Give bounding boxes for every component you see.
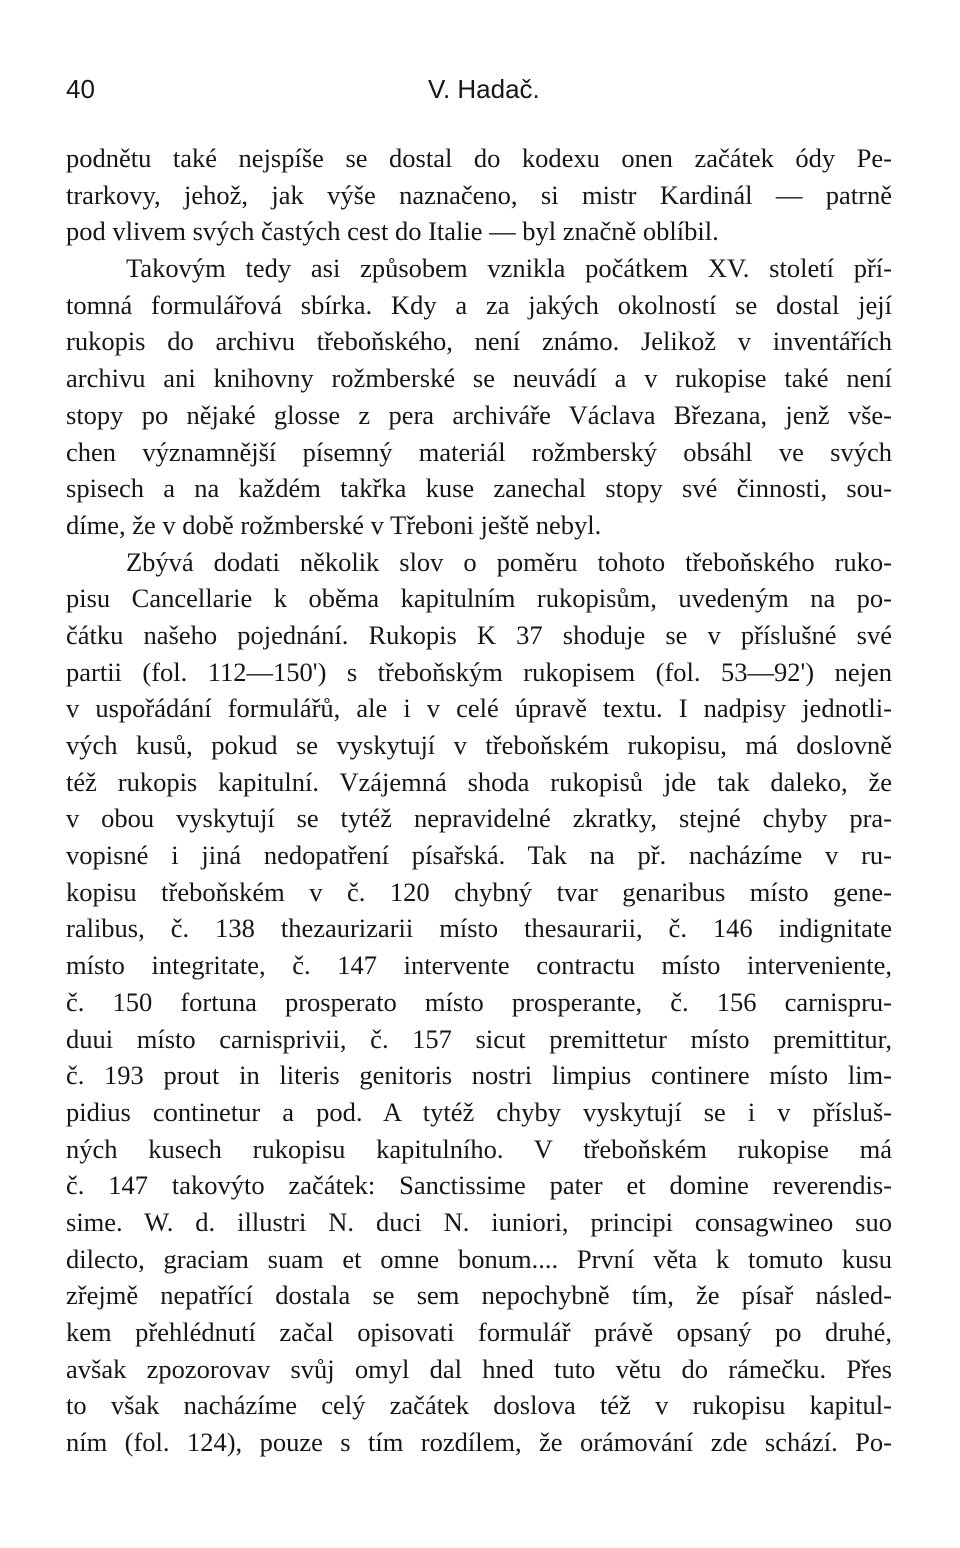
- text-line: stopy po nějaké glosse z pera archiváře Václava Březana, jenž vše-: [66, 399, 892, 430]
- text-line: to však nacházíme celý začátek doslova též v rukopisu kapitul-: [66, 1390, 892, 1421]
- text-line: sime. W. d. illustri N. duci N. iuniori, principi consagwineo suo: [66, 1206, 892, 1237]
- text-line: Zbývá dodati několik slov o poměru tohoto třeboňského ruko-: [126, 546, 892, 577]
- text-line: pidius continetur a pod. A tytéž chyby vyskytují se i v přísluš-: [66, 1096, 892, 1127]
- text-line: partii (fol. 112—150') s třeboňským rukopisem (fol. 53—92') nejen: [66, 656, 892, 687]
- text-line: též rukopis kapitulní. Vzájemná shoda rukopisů jde tak daleko, že: [66, 766, 892, 797]
- text-line: kem přehlédnutí začal opisovati formulář právě opsaný po druhé,: [66, 1317, 892, 1347]
- text-line: zřejmě nepatřící dostala se sem nepochybně tím, že písař násled-: [66, 1280, 892, 1311]
- text-line: kopisu třeboňském v č. 120 chybný tvar genaribus místo gene-: [66, 876, 892, 907]
- text-line: vých kusů, pokud se vyskytují v třeboňském rukopisu, má doslovně: [66, 730, 892, 760]
- text-line: duui místo carnisprivii, č. 157 sicut premittetur místo premittitur,: [66, 1023, 892, 1054]
- text-line: čátku našeho pojednání. Rukopis K 37 shoduje se v příslušné své: [66, 619, 892, 650]
- text-line: rukopis do archivu třeboňského, není známo. Jelikož v inventářích: [66, 326, 892, 357]
- text-line: spisech a na každém takřka kuse zanechal stopy své činnosti, sou-: [66, 473, 892, 504]
- text-line: č. 193 prout in literis genitoris nostri limpius continere místo lim-: [66, 1060, 892, 1091]
- text-line: ralibus, č. 138 thezaurizarii místo thesaurarii, č. 146 indignitate: [66, 913, 892, 944]
- text-line: Takovým tedy asi způsobem vznikla počátkem XV. století pří-: [126, 253, 892, 284]
- text-line: v obou vyskytují se tytéž nepravidelné zkratky, stejné chyby pra-: [66, 803, 892, 834]
- page-number: 40: [66, 74, 95, 104]
- running-head: V. Hadač.: [428, 74, 540, 104]
- text-line: č. 147 takovýto začátek: Sanctissime pater et domine reverendis-: [66, 1170, 892, 1201]
- text-line: archivu ani knihovny rožmberské se neuvádí a v rukopise také není: [66, 363, 892, 394]
- body-text: [66, 140, 892, 1461]
- text-line: pod vlivem svých častých cest do Italie — byl značně oblíbil.: [66, 216, 719, 247]
- text-line: pisu Cancellarie k oběma kapitulním rukopisům, uvedeným na po-: [66, 583, 892, 614]
- text-line: avšak zpozorovav svůj omyl dal hned tuto větu do rámečku. Přes: [66, 1353, 892, 1384]
- text-line: č. 150 fortuna prosperato místo prosperante, č. 156 carnispru-: [66, 986, 892, 1017]
- text-line: vopisné i jiná nedopatření písařská. Tak na př. nacházíme v ru-: [66, 840, 892, 871]
- text-line: v uspořádání formulářů, ale i v celé úpravě textu. I nadpisy jednotli-: [66, 693, 892, 724]
- text-line: chen významnější písemný materiál rožmberský obsáhl ve svých: [66, 436, 892, 467]
- text-line: díme, že v době rožmberské v Třeboni ještě nebyl.: [66, 509, 602, 540]
- text-line: ných kusech rukopisu kapitulního. V třeboňském rukopise má: [66, 1133, 892, 1164]
- text-line: místo integritate, č. 147 intervente contractu místo interveniente,: [66, 950, 892, 981]
- text-line: ním (fol. 124), pouze s tím rozdílem, že orámování zde schází. Po-: [66, 1427, 892, 1458]
- text-line: dilecto, graciam suam et omne bonum.... První věta k tomuto kusu: [66, 1243, 892, 1274]
- text-line: tomná formulářová sbírka. Kdy a za jakých okolností se dostal její: [66, 289, 892, 320]
- page-header: [66, 74, 892, 114]
- text-line: trarkovy, jehož, jak výše naznačeno, si mistr Kardinál — patrně: [66, 179, 892, 210]
- text-line: podnětu také nejspíše se dostal do kodexu onen začátek ódy Pe-: [66, 143, 892, 173]
